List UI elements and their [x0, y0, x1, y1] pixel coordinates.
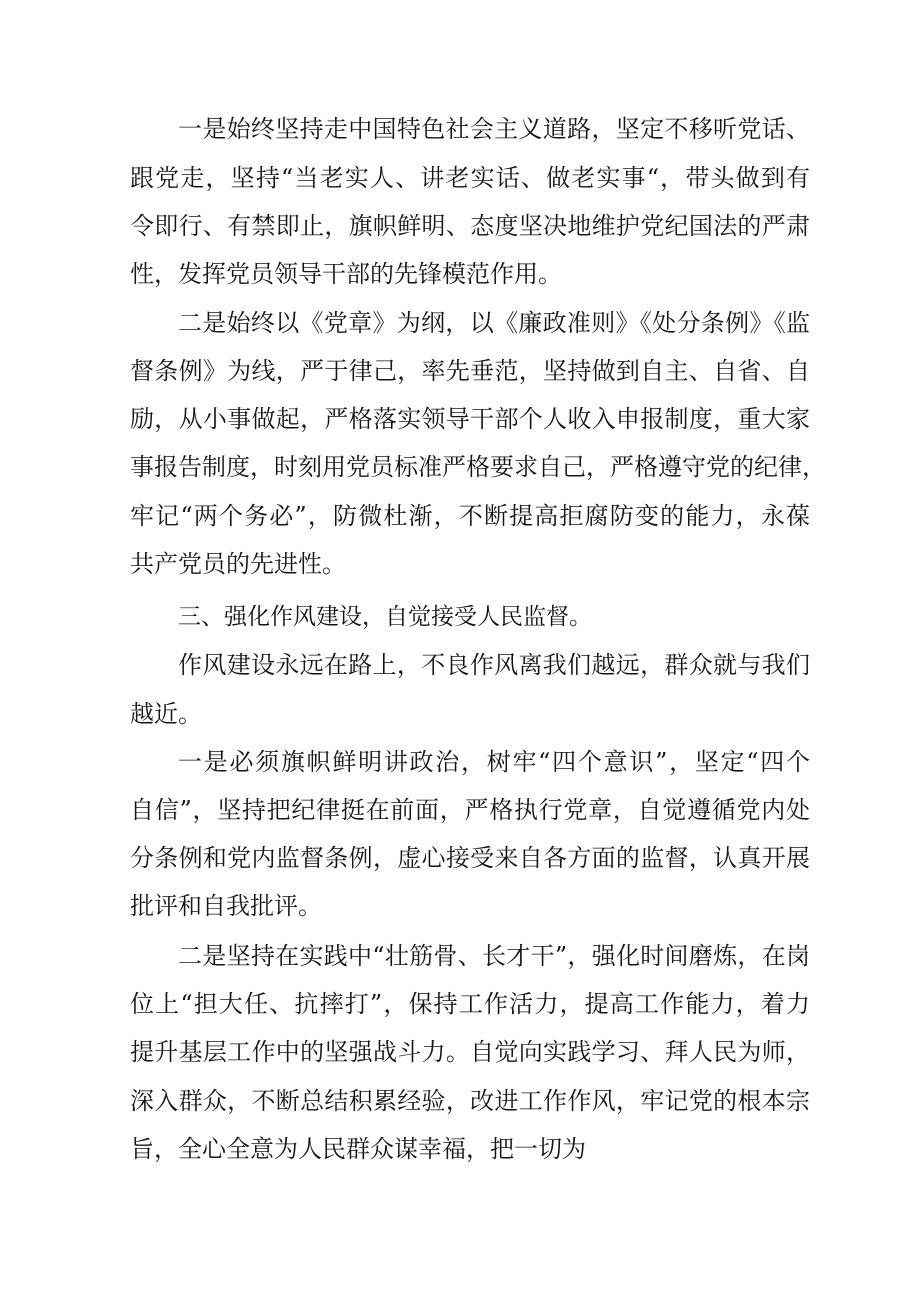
paragraph-4-line-1: 一是必须旗帜鲜明讲政治，树牢“四个意识”，坚定“四个 — [178, 748, 810, 776]
paragraph-1-line-3: 令即行、有禁即止，旗帜鲜明、态度坚决地维护党纪国法的严肃 — [130, 212, 810, 240]
paragraph-5-line-3: 提升基层工作中的坚强战斗力。自觉向实践学习、拜人民为师， — [130, 1038, 810, 1066]
paragraph-1-line-1: 一是始终坚持走中国特色社会主义道路，坚定不移听党话、 — [178, 115, 810, 143]
paragraph-1-line-4: 性，发挥党员领导干部的先锋模范作用。 — [130, 260, 562, 288]
paragraph-2-line-5: 牢记“两个务必”，防微杜渐，不断提高拒腐防变的能力，永葆 — [130, 502, 810, 530]
paragraph-5-line-4: 深入群众，不断总结积累经验，改进工作作风，牢记党的根本宗 — [130, 1087, 810, 1115]
paragraph-3-line-2: 越近。 — [130, 700, 202, 728]
paragraph-2-line-1: 二是始终以《党章》为纲，以《廉政准则》《处分条例》《监 — [178, 309, 810, 337]
paragraph-3-line-1: 作风建设永远在路上，不良作风离我们越远，群众就与我们 — [178, 651, 810, 679]
paragraph-4-line-4: 批评和自我批评。 — [130, 892, 322, 920]
paragraph-2-line-4: 事报告制度，时刻用党员标准严格要求自己，严格遵守党的纪律， — [130, 453, 826, 481]
paragraph-2-line-3: 励，从小事做起，严格落实领导干部个人收入申报制度，重大家 — [130, 405, 810, 433]
paragraph-2-line-2: 督条例》为线，严于律己，率先垂范，坚持做到自主、自省、自 — [130, 357, 810, 385]
paragraph-1-line-2: 跟党走，坚持“当老实人、讲老实话、做老实事“，带头做到有 — [130, 164, 810, 192]
paragraph-5-line-1: 二是坚持在实践中“壮筋骨、长才干”，强化时间磨炼，在岗 — [178, 942, 810, 970]
paragraph-2-line-6: 共产党员的先进性。 — [130, 550, 346, 578]
paragraph-4-line-2: 自信”，坚持把纪律挺在前面，严格执行党章，自觉遵循党内处 — [130, 796, 810, 824]
paragraph-5-line-5: 旨，全心全意为人民群众谋幸福，把一切为 — [130, 1135, 586, 1163]
paragraph-5-line-2: 位上“担大任、抗摔打”，保持工作活力，提高工作能力，着力 — [130, 990, 810, 1018]
paragraph-4-line-3: 分条例和党内监督条例，虚心接受来自各方面的监督，认真开展 — [130, 844, 810, 872]
section-heading: 三、强化作风建设，自觉接受人民监督。 — [178, 604, 592, 630]
